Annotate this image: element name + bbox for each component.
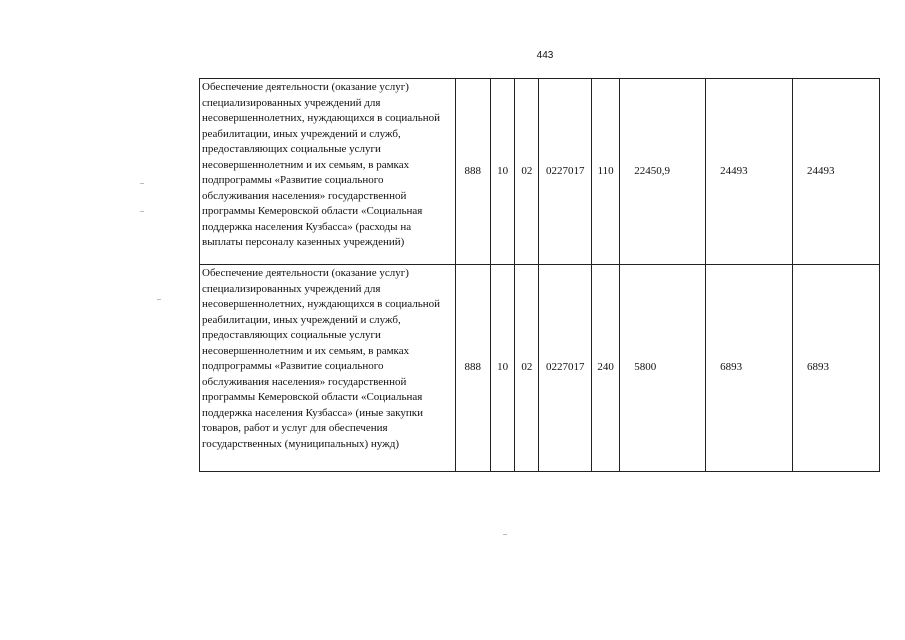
table-row [200,79,880,265]
expense-type-code: 110 [591,79,619,265]
subsection-code: 02 [515,79,539,265]
scan-artifact [140,211,144,212]
scan-artifact [503,534,507,535]
amount-3: 6893 [793,265,880,472]
expense-type-code: 240 [591,265,619,472]
section-code: 10 [490,265,514,472]
row-description: Обеспечение деятельности (оказание услуг) специализированных учреждений для несовершеннолетних, нуждающихся в социальной реабилитации, иных учреждений и служб, предоставляющих социальные услуги несовершеннолетним и их семьям, в рамках подпрограммы «Развитие социального обслуживания населения» государственной программы Кемеровской области «Социальная поддержка населения Кузбасса» (расходы на выплаты персоналу казенных учреждений) [200,79,456,265]
table-row [200,265,880,472]
amount-2: 6893 [706,265,793,472]
scan-artifact [157,299,161,300]
department-code: 888 [455,265,490,472]
amount-1: 5800 [620,265,706,472]
subsection-code: 02 [515,265,539,472]
amount-3: 24493 [793,79,880,265]
target-article-code: 0227017 [539,79,592,265]
target-article-code: 0227017 [539,265,592,472]
amount-1: 22450,9 [620,79,706,265]
section-code: 10 [490,79,514,265]
row-description: Обеспечение деятельности (оказание услуг) специализированных учреждений для несовершеннолетних, нуждающихся в социальной реабилитации, иных учреждений и служб, предоставляющих социальные услуги несовершеннолетним и их семьям, в рамках подпрограммы «Развитие социального обслуживания населения» государственной программы Кемеровской области «Социальная поддержка населения Кузбасса» (иные закупки товаров, работ и услуг для обеспечения государственных (муниципальных) нужд) [200,265,456,472]
department-code: 888 [455,79,490,265]
scan-artifact [140,183,144,184]
budget-table [199,78,880,472]
amount-2: 24493 [706,79,793,265]
page-number: 443 [536,50,554,61]
